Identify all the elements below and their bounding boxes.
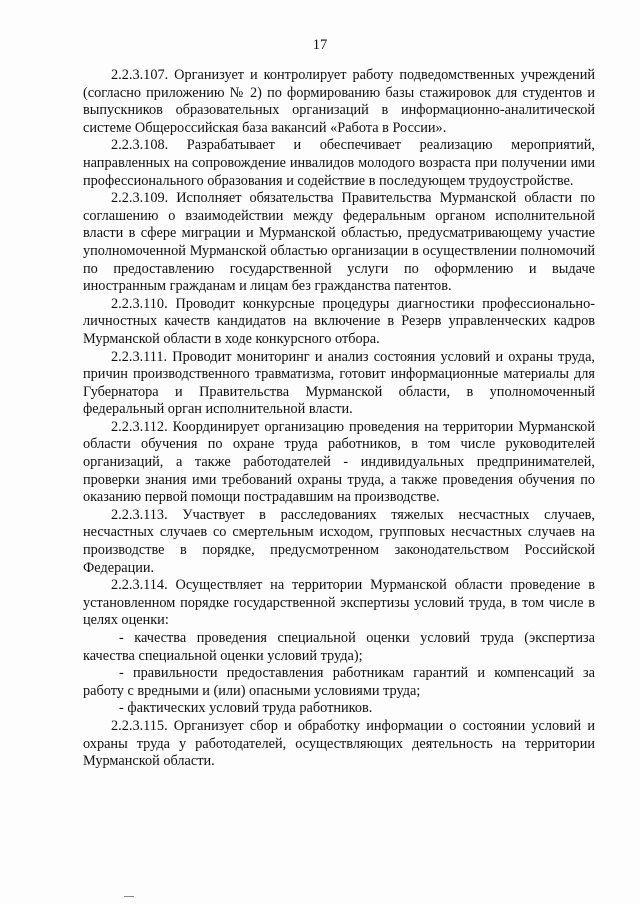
paragraph-2-2-3-111: 2.2.3.111. Проводит мониторинг и анализ состояния условий и охраны труда, причин производственного травматизма, готовит информационные материалы для Губернатора и Правительства Мурманской области, в уполномоченный федеральный орган исполнительной власти. [83, 348, 595, 418]
list-item-guarantees-correctness: - правильности предоставления работникам гарантий и компенсаций за работу с вредными и (или) опасными условиями труда; [83, 665, 595, 699]
paragraph-2-2-3-107: 2.2.3.107. Организует и контролирует работу подведомственных учреждений (согласно приложению № 2) по формированию базы стажировок для студентов и выпускников образовательных организаций в информационно-аналитической системе Общероссийская база вакансий «Работа в России». [83, 67, 595, 136]
paragraph-2-2-3-108: 2.2.3.108. Разрабатывает и обеспечивает реализацию мероприятий, направленных на сопровождение инвалидов молодого возраста при получении ими профессионального образования и содействие в последующем трудоустройстве. [83, 137, 595, 189]
document-body [83, 67, 595, 771]
paragraph-2-2-3-110: 2.2.3.110. Проводит конкурсные процедуры диагностики профессионально-личностных качеств кандидатов на включение в Резерв управленческих кадров Мурманской области в ходе конкурсного отбора. [83, 295, 595, 347]
paragraph-2-2-3-115: 2.2.3.115. Организует сбор и обработку информации о состоянии условий и охраны труда у работодателей, осуществляющих деятельность на территории Мурманской области. [83, 717, 595, 770]
list-item-expertise-quality: - качества проведения специальной оценки условий труда (экспертиза качества специальной оценки условий труда); [83, 630, 595, 664]
paragraph-2-2-3-113: 2.2.3.113. Участвует в расследованиях тяжелых несчастных случаев, несчастных случаев со смертельным исходом, групповых несчастных случаев на производстве в порядке, предусмотренном законодательством Российской Федерации. [83, 506, 595, 576]
list-item-actual-conditions: - фактических условий труда работников. [119, 700, 373, 717]
page-number: 17 [312, 37, 328, 53]
paragraph-2-2-3-112: 2.2.3.112. Координирует организацию проведения на территории Мурманской области обучения по охране труда работников, в том числе руководителей организаций, а также работодателей - индивидуальных предпринимателей, проверки знания ими требований охраны труда, а также проведения обучения по оказанию первой помощи пострадавшим на производстве. [83, 418, 595, 506]
scan-mark [124, 896, 134, 897]
paragraph-2-2-3-114: 2.2.3.114. Осуществляет на территории Мурманской области проведение в установленном порядке государственной экспертизы условий труда, в том числе в целях оценки: [83, 577, 595, 629]
paragraph-2-2-3-109: 2.2.3.109. Исполняет обязательства Правительства Мурманской области по соглашению о взаимодействии между федеральным органом исполнительной власти в сфере миграции и Мурманской областью, предусматривающему участие уполномоченной Мурманской областью организации в осуществлении полномочий по предоставлению государственной услуги по оформлению и выдаче иностранным гражданам и лицам без гражданства патентов. [83, 190, 595, 295]
